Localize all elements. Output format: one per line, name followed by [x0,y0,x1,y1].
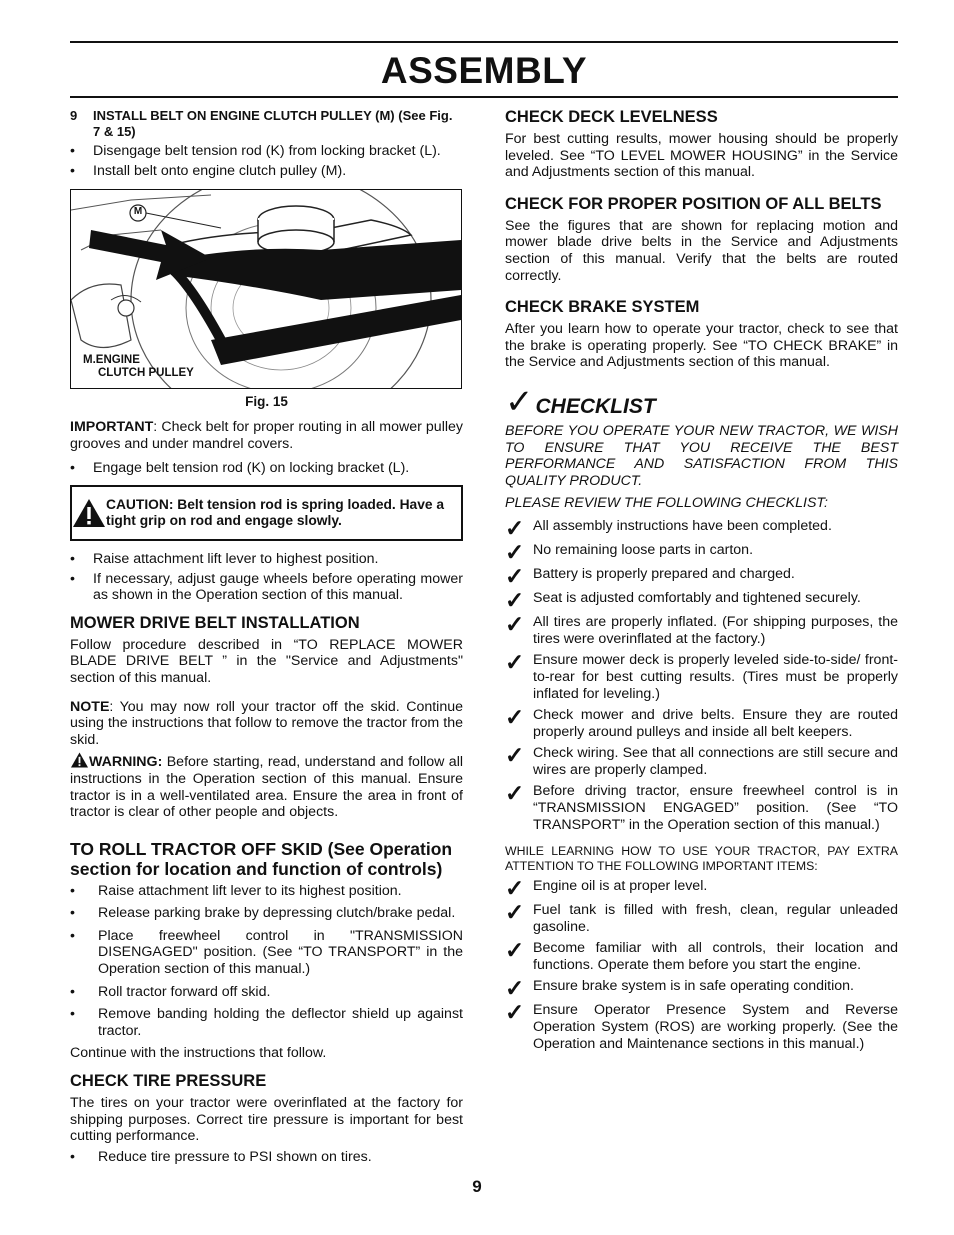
checklist-item-text: Ensure Operator Presence System and Reverse Operation System (ROS) are working properly. (See the Operation and Maintenance sections in this manual.) [533,1001,898,1052]
important-text: : Check belt for proper routing in all mower pulley grooves and under mandrel covers. [70,419,463,452]
title-rule [70,96,898,98]
callout-m: M [133,206,143,218]
tire-pressure-text: The tires on your tractor were overinflated at the factory for shipping purposes. Correct tire pressure is important for best cutting performance. [70,1095,463,1145]
checklist-item-text: All assembly instructions have been completed. [533,517,832,534]
step-9-heading [70,108,463,139]
important-lead: IMPORTANT [70,419,154,436]
checkmark-icon: ✓ [505,779,525,806]
checkmark-icon: ✓ [505,382,534,421]
list-item: • Release parking brake by depressing clutch/brake pedal. [70,905,463,922]
checklist-item-text: All tires are properly inflated. (For shipping purposes, the tires were overinflated at the factory.) [533,613,898,647]
important-paragraph [70,419,463,452]
list-item: • Place freewheel control in "TRANSMISSION DISENGAGED" position. (See “TO TRANSPORT” in the Operation section of this manual.) [70,928,463,978]
mower-belt-heading: MOWER DRIVE BELT INSTALLATION [70,613,360,632]
checklist-item-text: Check wiring. See that all connections are still secure and wires are properly clamped. [533,744,898,778]
mower-belt-text: Follow procedure described in “TO REPLACE MOWER BLADE DRIVE BELT ” in the "Service and Adjustments" section of this manual. [70,636,463,686]
checklist-item [505,898,898,936]
checkmark-icon: ✓ [505,703,525,730]
checkmark-icon: ✓ [505,648,525,675]
top-rule [70,41,898,43]
checklist-item [505,703,898,741]
checkmark-icon: ✓ [505,538,525,565]
checklist-item-text: No remaining loose parts in carton. [533,541,754,558]
figure-label [83,354,194,380]
tire-pressure-heading: CHECK TIRE PRESSURE [70,1072,267,1091]
list-item: • Install belt onto engine clutch pulley (M). [70,163,463,180]
checklist-item-text: Fuel tank is filled with fresh, clean, regular unleaded gasoline. [533,901,898,935]
checkmark-icon: ✓ [505,562,525,589]
checklist-item [505,538,898,565]
checklist-item-text: Become familiar with all controls, their location and functions. Operate them before you start the engine. [533,939,898,973]
list-item: • Engage belt tension rod (K) on locking bracket (L). [70,460,463,477]
warning-lead: WARNING: [89,754,163,771]
checklist-item [505,562,898,589]
warning-paragraph [70,752,463,820]
while-learning-text: WHILE LEARNING HOW TO USE YOUR TRACTOR, PAY EXTRA ATTENTION TO THE FOLLOWING IMPORTANT ITEMS: [505,843,898,873]
warning-triangle-icon [70,752,89,768]
step-number: 9 [70,108,78,123]
list-item: • Remove banding holding the deflector shield up against tractor. [70,1006,463,1039]
checklist-item [505,514,898,541]
checklist-item-text: Before driving tractor, ensure freewheel control is in “TRANSMISSION ENGAGED” position. (See “TO TRANSPORT” in the Operation section of this manual.) [533,782,898,833]
page-number: 9 [472,1177,482,1196]
figure-caption: Fig. 15 [245,394,288,410]
after-caution-bullets [70,551,463,604]
figure-label-line-1: M.ENGINE [83,354,140,367]
checklist-item [505,779,898,834]
checklist-item [505,874,898,901]
list-item: • Raise attachment lift lever to highest position. [70,551,463,568]
figure-15-illustration [70,189,462,389]
brake-text: After you learn how to operate your tractor, check to see that the brake is operating properly. See “TO CHECK BRAKE” in the Service and Adjustments section of this manual. [505,321,898,371]
caution-text: CAUTION: Belt tension rod is spring loaded. Have a tight grip on rod and engage slowly. [106,496,445,528]
checkmark-icon: ✓ [505,998,525,1025]
checkmark-icon: ✓ [505,514,525,541]
checklist-intro: BEFORE YOU OPERATE YOUR NEW TRACTOR, WE WISH TO ENSURE THAT YOU RECEIVE THE BEST PERFORMANCE AND SATISFACTION FROM THIS QUALITY PRODUCT. [505,422,898,489]
checkmark-icon: ✓ [505,974,525,1001]
checklist-item-text: Battery is properly prepared and charged. [533,565,795,582]
warning-triangle-icon [72,498,106,528]
checklist-item [505,741,898,779]
checklist-item [505,586,898,613]
brake-heading: CHECK BRAKE SYSTEM [505,298,700,317]
warning-text: Before starting, read, understand and follow all instructions in the Operation section of this manual. Ensure tractor is in a well-ventilated area. Ensure the area in front of tractor is clear of other people and objects. [70,754,463,821]
list-item: • Disengage belt tension rod (K) from locking bracket (L). [70,143,463,160]
step-title: INSTALL BELT ON ENGINE CLUTCH PULLEY (M) (See Fig. 7 & 15) [93,108,453,139]
checkmark-icon: ✓ [505,898,525,925]
note-paragraph [70,699,463,749]
right-column [505,108,898,1053]
checkmark-icon: ✓ [505,586,525,613]
checkmark-icon: ✓ [505,874,525,901]
checklist-item-text: Ensure mower deck is properly leveled side-to-side/ front-to-rear for best cutting results. (Tires must be properly inflated for leveling.) [533,651,898,702]
deck-levelness-heading: CHECK DECK LEVELNESS [505,108,718,126]
tire-pressure-bullets [70,1149,463,1166]
checklist-item-text: Engine oil is at proper level. [533,877,708,894]
left-column [70,108,463,1171]
important-items [505,874,898,1053]
checklist-item [505,610,898,648]
figure-label-line-2: CLUTCH PULLEY [98,367,194,380]
list-item: • If necessary, adjust gauge wheels before operating mower as shown in the Operation section of this manual. [70,571,463,604]
checklist-item-text: Check mower and drive belts. Ensure they are routed properly around pulleys and inside all belt keepers. [533,706,898,740]
deck-levelness-text: For best cutting results, mower housing should be properly leveled. See “TO LEVEL MOWER HOUSING” in the Service and Adjustments section of this manual. [505,131,898,181]
checklist-item [505,648,898,703]
checklist-item [505,998,898,1053]
checklist-review: PLEASE REVIEW THE FOLLOWING CHECKLIST: [505,495,828,512]
continue-text: Continue with the instructions that follow. [70,1045,327,1062]
checklist-item [505,936,898,974]
note-lead: NOTE [70,698,110,715]
roll-off-skid-bullets [70,883,463,1040]
checkmark-icon: ✓ [505,610,525,637]
checklist-title: CHECKLIST [535,394,656,418]
checkmark-icon: ✓ [505,741,525,768]
checklist-item-text: Seat is adjusted comfortably and tightened securely. [533,589,861,606]
roll-off-skid-heading: TO ROLL TRACTOR OFF SKID (See Operation section for location and function of controls) [70,838,453,879]
caution-box [70,485,463,541]
list-item: • Reduce tire pressure to PSI shown on tires. [70,1149,463,1166]
step-9-bullets [70,143,463,179]
checklist-item-text: Ensure brake system is in safe operating condition. [533,977,854,994]
checkmark-icon: ✓ [505,936,525,963]
checklist-items [505,514,898,834]
list-item: • Raise attachment lift lever to its highest position. [70,883,463,900]
belts-text: See the figures that are shown for replacing motion and mower blade drive belts in the Service and Adjustments section of this manual. Verify that the belts are routed correctly. [505,217,898,284]
page-title: ASSEMBLY [380,50,588,91]
checklist-item [505,974,898,1001]
list-item: • Roll tractor forward off skid. [70,984,463,1001]
note-text: : You may now roll your tractor off the skid. Continue using the instructions that follow to remove the tractor from the skid. [70,698,463,748]
belts-heading: CHECK FOR PROPER POSITION OF ALL BELTS [505,194,882,213]
engage-bullets [70,460,463,477]
checklist-heading [505,382,898,421]
